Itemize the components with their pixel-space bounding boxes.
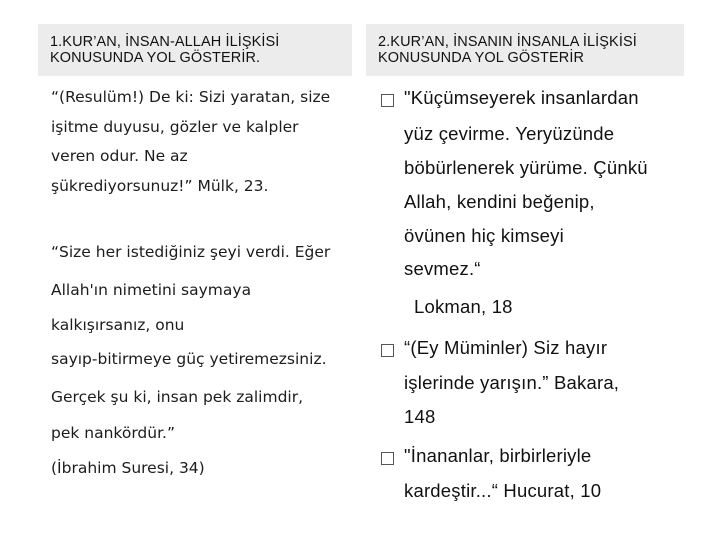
left-text-line: (İbrahim Suresi, 34) [51,459,205,477]
left-text-line: sayıp-bitirmeye güç yetiremezsiniz. [51,350,327,368]
right-text-line: “(Ey Müminler) Siz hayır [404,337,608,358]
right-text-line: "Küçümseyerek insanlardan [404,87,639,108]
right-text-line: Allah, kendini beğenip, [404,191,595,212]
right-text-line: böbürlenerek yürüme. Çünkü [404,157,648,178]
left-text-line: “Size her istediğiniz şeyi verdi. Eğer [51,243,331,261]
bullet-square-icon [381,452,394,465]
right-text-line: övünen hiç kimseyi [404,225,564,246]
right-text-line: 148 [404,406,436,427]
right-header-line-2: KONUSUNDA YOL GÖSTERİR [378,50,585,66]
left-text-line: işitme duyusu, gözler ve kalpler [51,118,299,136]
left-header-line-1: 1.KUR’AN, İNSAN-ALLAH İLİŞKİSİ [50,34,280,50]
left-text-line: Allah'ın nimetini saymaya [51,281,252,299]
right-text-line: Lokman, 18 [414,296,513,317]
right-text-line: sevmez.“ [404,258,481,279]
left-text-line: pek nankördür.” [51,424,175,442]
bullet-square-icon [381,94,394,107]
left-text-line: kalkışırsanız, onu [51,316,185,334]
right-text-line: yüz çevirme. Yeryüzünde [404,123,615,144]
bullet-square-icon [381,344,394,357]
left-header-line-2: KONUSUNDA YOL GÖSTERİR. [50,50,261,66]
left-text-line: “(Resulüm!) De ki: Sizi yaratan, size [51,88,331,106]
right-header-line-1: 2.KUR’AN, İNSANIN İNSANLA İLİŞKİSİ [378,34,637,50]
left-text-line: veren odur. Ne az [51,147,188,165]
left-column-header [38,24,352,76]
left-text-line: şükrediyorsunuz!” Mülk, 23. [51,177,269,195]
right-text-line: işlerinde yarışın.” Bakara, [404,372,620,393]
right-text-line: "İnananlar, birbirleriyle [404,445,592,466]
right-column-header [366,24,684,76]
right-text-line: kardeştir...“ Hucurat, 10 [404,480,602,501]
left-text-line: Gerçek şu ki, insan pek zalimdir, [51,388,304,406]
